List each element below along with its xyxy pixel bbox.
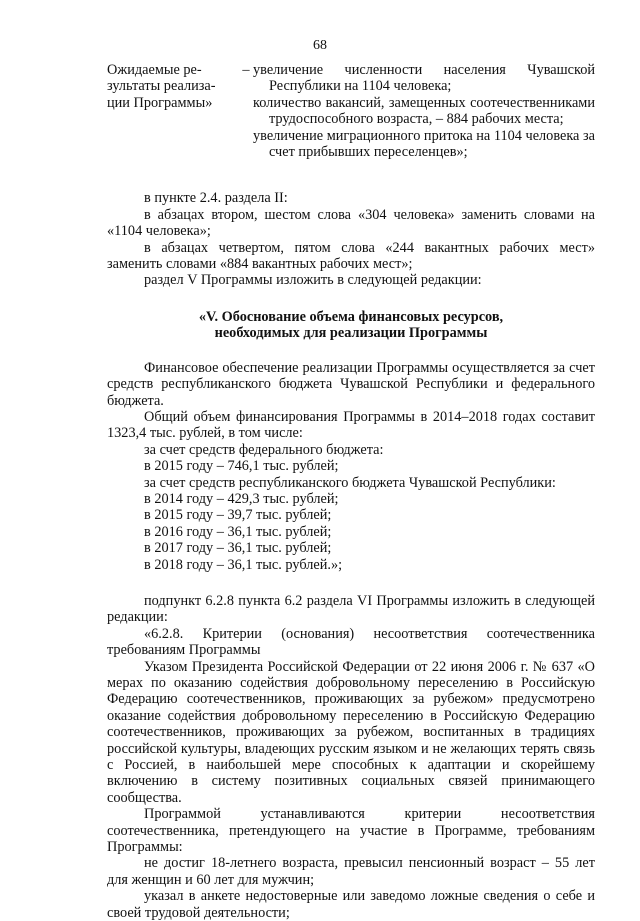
final-paragraph: не достиг 18-летнего возраста, превысил пенсионный возраст – 55 лет для женщин и 60 лет для мужчин; (107, 855, 595, 888)
finance-line: в 2016 году – 36,1 тыс. рублей; (144, 523, 332, 540)
finance-paragraph: Финансовое обеспечение реализации Программы осуществляется за счет средств республиканского бюджета Чувашской Республики и федерального бюджета. (107, 359, 595, 409)
expected-results-block (107, 62, 595, 160)
result-item: увеличение миграционного притока на 1104 человека за счет прибывших переселенцев»; (253, 127, 595, 161)
page-number: 68 (313, 38, 327, 53)
result-item: количество вакансий, замещенных соотечественниками трудоспособного возраста, – 884 рабочих места; (253, 94, 595, 128)
amend-paragraph: раздел V Программы изложить в следующей редакции: (144, 272, 482, 289)
expected-results-label (107, 62, 239, 160)
finance-line: в 2015 году – 746,1 тыс. рублей; (144, 458, 339, 475)
finance-line: за счет средств республиканского бюджета Чувашской Республики: (144, 474, 556, 491)
amend-paragraph: в пункте 2.4. раздела II: (144, 190, 288, 207)
finance-line: в 2014 году – 429,3 тыс. рублей; (144, 490, 339, 507)
spacer (107, 573, 595, 593)
amend-paragraph: в абзацах четвертом, пятом слова «244 вакантных рабочих мест» заменить словами «884 вакантных рабочих мест»; (107, 239, 595, 273)
section-heading-line: необходимых для реализации Программы (214, 325, 488, 342)
final-paragraph: указал в анкете недостоверные или заведомо ложные сведения о себе и своей трудовой деятельности; (107, 888, 595, 921)
label-line: Ожидаемые ре- (107, 62, 202, 78)
finance-line: за счет средств федерального бюджета: (144, 441, 384, 458)
result-item: увеличение численности населения Чувашской Республики на 1104 человека; (253, 62, 595, 95)
finance-line: в 2018 году – 36,1 тыс. рублей.»; (144, 556, 343, 573)
final-paragraph: «6.2.8. Критерии (основания) несоответствия соотечественника требованиям Программы (107, 625, 595, 659)
amend-paragraph: в абзацах втором, шестом слова «304 человека» заменить словами на «1104 человека»; (107, 206, 595, 240)
document-body (107, 62, 595, 921)
label-line: зультаты реализа- (107, 78, 216, 95)
expected-results-items (253, 62, 595, 160)
finance-paragraph: Общий объем финансирования Программы в 2014–2018 годах составит 1323,4 тыс. рублей, в том числе: (107, 408, 595, 442)
final-paragraph: Указом Президента Российской Федерации от 22 июня 2006 г. № 637 «О мерах по оказанию содействия добровольному переселению в Российскую Федерацию соотечественников, проживающих за рубежом» предусмотрено оказание содействия добровольному переселению в Российскую Федерацию соотечественников, проживающих за рубежом, воспитанных в традициях российской культуры, владеющих русским языком и не желающих терять связь с Россией, в наибольшей мере способных к адаптации и скорейшему включению в систему позитивных социальных связей принимающего сообщества. (107, 658, 595, 806)
dash-separator: – (242, 62, 250, 78)
label-line: ции Программы» (107, 94, 213, 111)
final-paragraph: Программой устанавливаются критерии несоответствия соотечественника, претендующего на участие в Программе, требованиям Программы: (107, 806, 595, 856)
finance-line: в 2017 году – 36,1 тыс. рублей; (144, 540, 332, 557)
finance-line: в 2015 году – 39,7 тыс. рублей; (144, 507, 332, 524)
section-heading (107, 309, 595, 342)
section-heading-line: «V. Обоснование объема финансовых ресурсов, (198, 308, 504, 325)
final-paragraph: подпункт 6.2.8 пункта 6.2 раздела VI Программы изложить в следующей редакции: (107, 592, 595, 626)
